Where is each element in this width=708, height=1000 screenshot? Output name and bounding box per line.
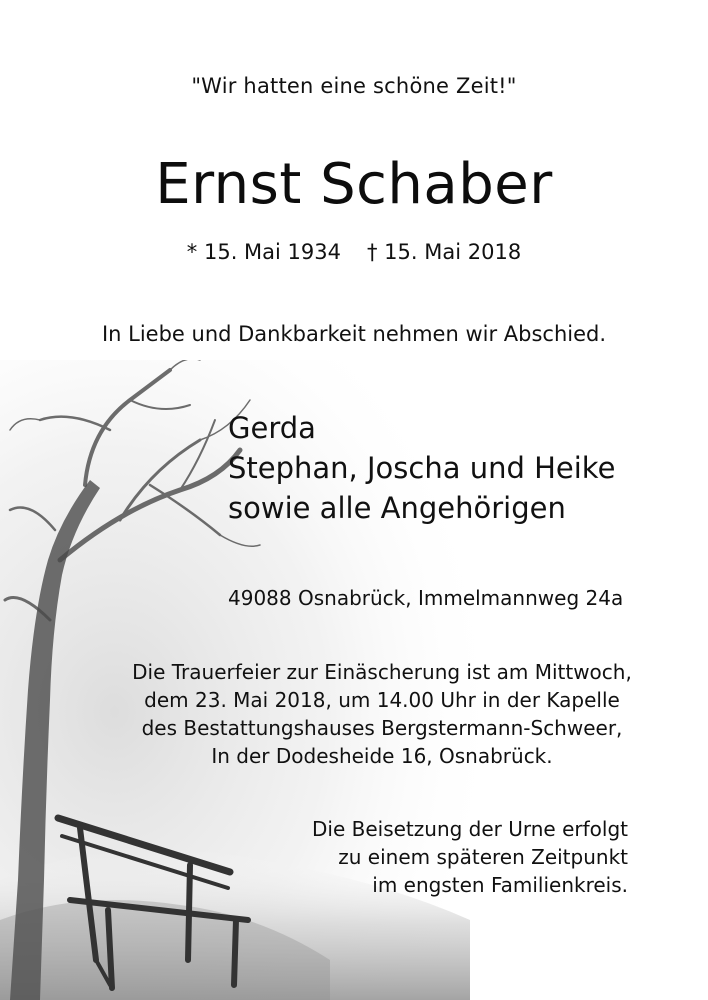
burial-info [312,815,628,899]
mourner-line: Gerda [228,411,316,445]
mourner-line: sowie alle Angehörigen [228,491,566,525]
ceremony-line: des Bestattungshauses Bergstermann-Schweer, [141,716,623,740]
mourner-line: Stephan, Joscha und Heike [228,451,616,485]
mourners-list [228,408,615,528]
burial-line: Die Beisetzung der Urne erfolgt [312,817,628,841]
burial-line: zu einem späteren Zeitpunkt [338,845,628,869]
deceased-name: Ernst Schaber [155,152,553,217]
farewell-line: In Liebe und Dankbarkeit nehmen wir Abschied. [101,322,607,346]
motto-quote: "Wir hatten eine schöne Zeit!" [191,74,517,98]
ceremony-line: Die Trauerfeier zur Einäscherung ist am Mittwoch, [132,660,632,684]
life-dates [0,240,708,264]
family-address: 49088 Osnabrück, Immelmannweg 24a [228,586,624,610]
ceremony-line: dem 23. Mai 2018, um 14.00 Uhr in der Kapelle [144,688,620,712]
ceremony-line: In der Dodesheide 16, Osnabrück. [211,744,553,768]
death-date: † 15. Mai 2018 [367,240,522,264]
birth-date: * 15. Mai 1934 [186,240,341,264]
burial-line: im engsten Familienkreis. [372,873,628,897]
ceremony-info [112,658,652,770]
